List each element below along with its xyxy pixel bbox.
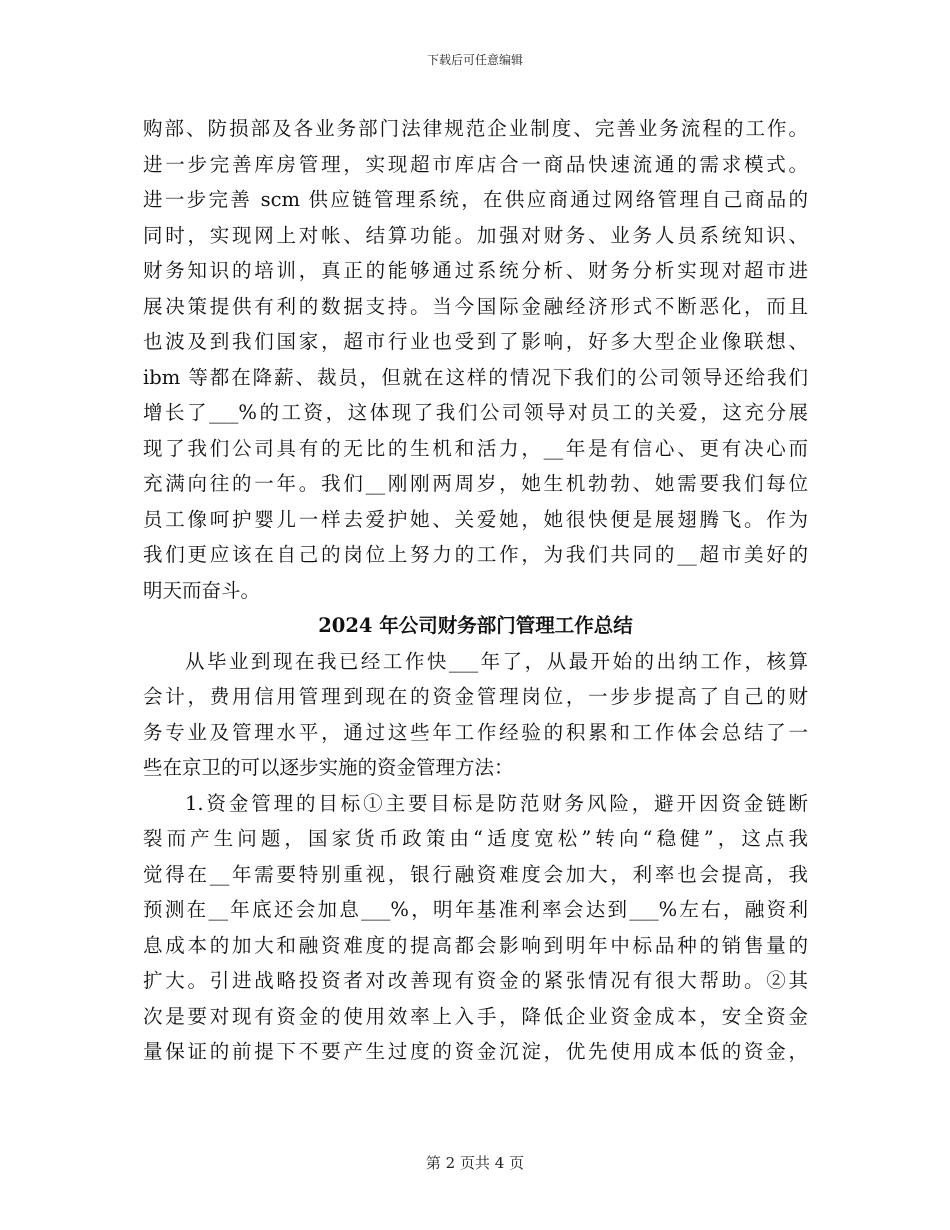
paragraph-point-1 [143,786,808,1070]
text-line: 财务知识的培训，真正的能够通过系统分析、财务分析实现对超市进 [143,259,808,282]
page-footer: 第 2 页共 4 页 [425,1154,525,1172]
text-line: 购部、防损部及各业务部门法律规范企业制度、完善业务流程的工作。 [143,117,808,140]
text-line: 进一步完善 scm 供应链管理系统，在供应商通过网络管理自己商品的 [143,188,808,211]
text-line: 充满向往的一年。我们__刚刚两周岁，她生机勃勃、她需要我们每位 [143,472,808,495]
text-line: 从毕业到现在我已经工作快___年了，从最开始的出纳工作，核算 [185,649,808,673]
text-line: 也波及到我们国家，超市行业也受到了影响，好多大型企业像联想、 [143,330,808,353]
text-line: 些在京卫的可以逐步实施的资金管理方法： [143,756,514,779]
text-line: 员工像呵护婴儿一样去爱护她、关爱她，她很快便是展翅腾飞。作为 [143,507,808,531]
page-header: 下载后可任意编辑 [426,53,523,67]
text-line: 1.资金管理的目标①主要目标是防范财务风险，避开因资金链断 [185,791,808,815]
text-line: 明天而奋斗。 [143,578,261,602]
text-line: 会计，费用信用管理到现在的资金管理岗位，一步步提高了自己的财 [143,685,808,708]
text-line: 觉得在__年需要特别重视，银行融资难度会加大，利率也会提高，我 [143,862,808,886]
text-line: 同时，实现网上对帐、结算功能。加强对财务、业务人员系统知识、 [143,223,808,247]
text-line: 务专业及管理水平，通过这些年工作经验的积累和工作体会总结了一 [143,720,808,744]
text-line: 预测在__年底还会加息___%，明年基准利率会达到___%左右，融资利 [143,898,808,921]
text-line: 息成本的加大和融资难度的提高都会影响到明年中标品种的销售量的 [143,933,808,957]
text-line: 扩大。引进战略投资者对改善现有资金的紧张情况有很大帮助。②其 [143,969,808,992]
text-line: 现了我们公司具有的无比的生机和活力，__年是有信心、更有决心而 [143,436,808,460]
document-body [143,111,808,1070]
text-line: 次是要对现有资金的使用效率上入手，降低企业资金成本，安全资金 [143,1004,808,1028]
text-line: 展决策提供有利的数据支持。当今国际金融经济形式不断恶化，而且 [143,294,808,318]
text-line: 我们更应该在自己的岗位上努力的工作，为我们共同的__超市美好的 [143,543,808,566]
paragraph-continuation [143,111,808,608]
text-line: 进一步完善库房管理，实现超市库店合一商品快速流通的需求模式。 [143,152,808,176]
paragraph-intro [143,644,808,786]
section-title: 2024 年公司财务部门管理工作总结 [318,614,633,637]
text-line: 量保证的前提下不要产生过度的资金沉淀，优先使用成本低的资金， [143,1040,808,1063]
text-line: ibm 等都在降薪、裁员，但就在这样的情况下我们的公司领导还给我们 [143,365,808,389]
text-line: 增长了___%的工资，这体现了我们公司领导对员工的关爱，这充分展 [143,401,808,424]
text-line: 裂而产生问题，国家货币政策由“适度宽松”转向“稳健”，这点我 [143,827,808,850]
